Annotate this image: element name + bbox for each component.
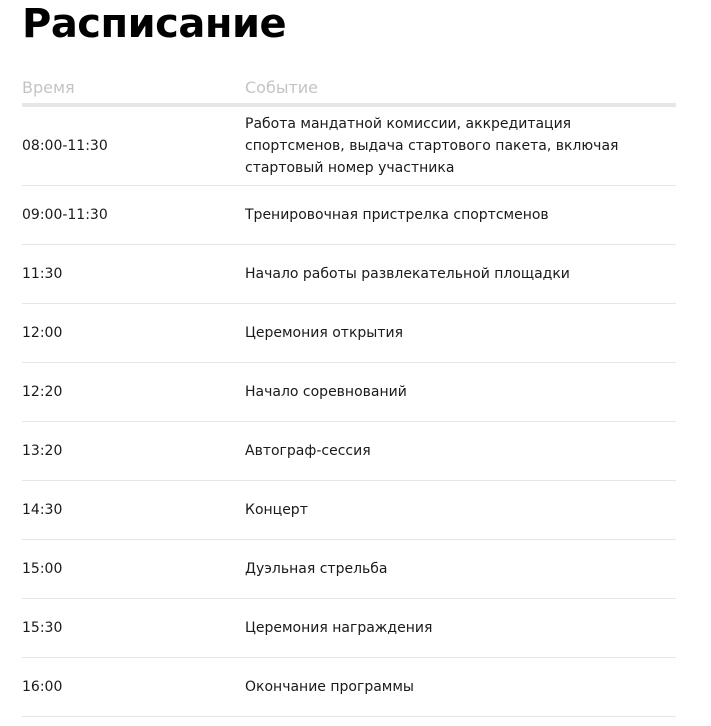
row-event: Начало работы развлекательной площадки <box>245 266 570 282</box>
row-time: 11:30 <box>22 266 63 282</box>
row-time: 15:30 <box>22 620 63 636</box>
schedule-table <box>22 76 676 717</box>
row-time: 08:00-11:30 <box>22 138 108 154</box>
row-time: 09:00-11:30 <box>22 207 108 223</box>
table-row <box>22 304 676 363</box>
table-row <box>22 186 676 245</box>
table-row <box>22 658 676 717</box>
row-event: Работа мандатной комиссии, аккредитация спортсменов, выдача стартового пакета, включая стартовый номер участника <box>245 116 619 176</box>
table-row <box>22 107 676 186</box>
table-row <box>22 540 676 599</box>
page-title: Расписание <box>22 1 287 47</box>
row-time: 13:20 <box>22 443 63 459</box>
table-header <box>22 76 676 107</box>
row-time: 12:00 <box>22 325 63 341</box>
row-event: Концерт <box>245 502 308 518</box>
row-event: Дуэльная стрельба <box>245 561 388 577</box>
row-event: Церемония награждения <box>245 620 433 636</box>
table-row <box>22 599 676 658</box>
row-event: Окончание программы <box>245 679 414 695</box>
row-time: 16:00 <box>22 679 63 695</box>
table-row <box>22 363 676 422</box>
table-row <box>22 481 676 540</box>
header-event: Событие <box>245 78 319 97</box>
table-row <box>22 422 676 481</box>
row-time: 12:20 <box>22 384 63 400</box>
row-time: 15:00 <box>22 561 63 577</box>
row-event: Автограф-сессия <box>245 443 371 459</box>
row-event: Начало соревнований <box>245 384 407 400</box>
table-row <box>22 245 676 304</box>
row-time: 14:30 <box>22 502 63 518</box>
header-time: Время <box>22 78 75 97</box>
row-event: Тренировочная пристрелка спортсменов <box>245 207 549 223</box>
row-event: Церемония открытия <box>245 325 404 341</box>
